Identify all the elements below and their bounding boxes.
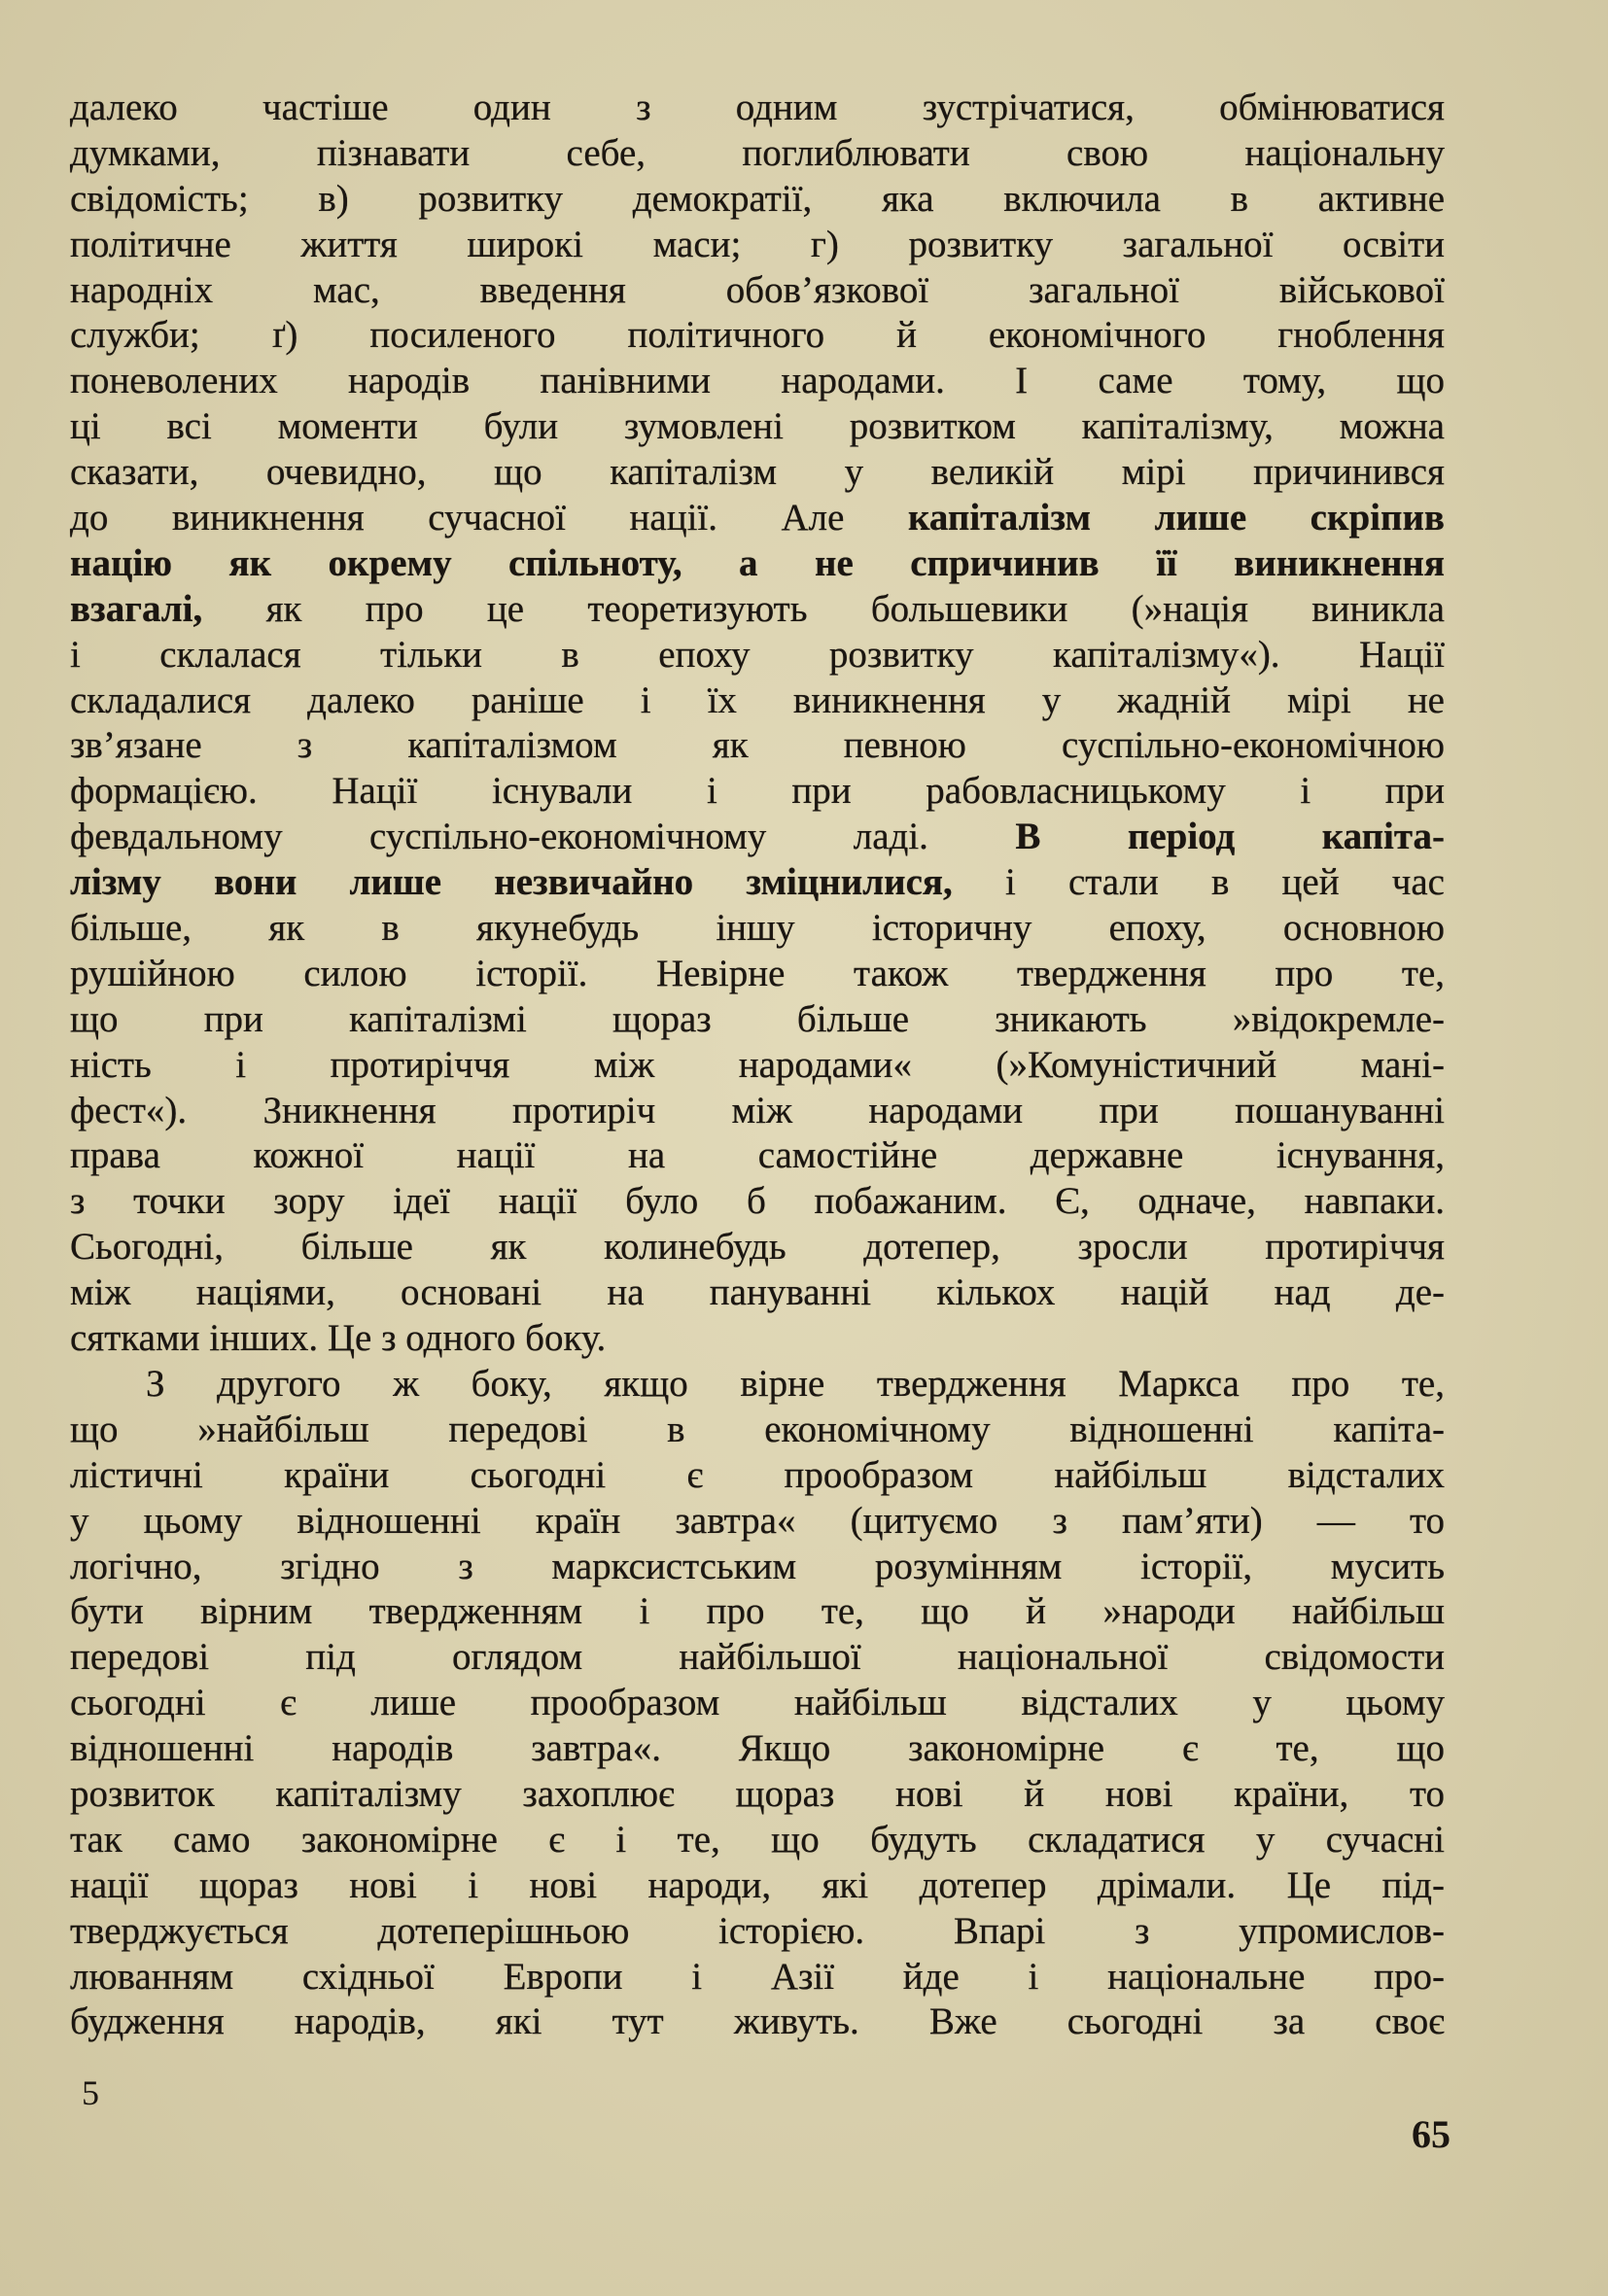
page-number: 65 [1412,2112,1451,2156]
text-segment: так само закономірне є і те, що будуть складатися у сучасні [70,1818,1445,1861]
text-line [70,1681,1445,1726]
text-segment: політичне життя широкі маси; г) розвитку загальної освіти [70,223,1445,265]
text-line [70,541,1445,587]
text-segment: і стали в цей час [952,861,1445,904]
text-line [70,997,1445,1043]
text-segment: логічно, згідно з марксистським розумінням історії, мусить [70,1545,1445,1587]
text-line [70,359,1445,404]
text-segment: розвиток капіталізму захоплює щораз нові й нові країни, то [70,1772,1445,1815]
emphasized-text: лізму вони лише незвичайно зміцнилися, [70,861,953,904]
text-line [70,131,1445,177]
text-line [70,1270,1445,1316]
text-segment: що при капіталізмі щораз більше зникають »відокремле- [70,997,1445,1040]
text-segment: і склалася тільки в епоху розвитку капіталізму«). Нації [70,633,1445,676]
page-body-text [70,86,1445,2045]
text-segment: відношенні народів завтра«. Якщо закономірне є те, що [70,1727,1445,1770]
text-segment: З другого ж боку, якщо вірне твердження Маркса про те, [146,1362,1445,1405]
text-segment: що »найбільш передові в економічному відношенні капіта- [70,1408,1445,1450]
text-line [70,450,1445,496]
text-line [70,815,1445,860]
text-segment: свідомість; в) розвитку демократії, яка включила в активне [70,177,1445,220]
text-segment: далеко частіше один з одним зустрічатися, обмінюватися [70,87,1445,128]
text-line [70,1635,1445,1681]
text-line [70,1909,1445,1955]
text-segment: сьогодні є лише прообразом найбільш відсталих у цьому [70,1682,1445,1724]
text-line [70,1225,1445,1270]
text-line [70,1955,1445,2000]
text-segment: ці всі моменти були зумовлені розвитком капіталізму, можна [70,405,1445,448]
text-line [70,769,1445,815]
text-line [70,1408,1445,1453]
text-line [70,2000,1445,2045]
text-segment: лістичні країни сьогодні є прообразом найбільш відсталих [70,1453,1445,1496]
text-line [70,86,1445,131]
emphasized-text: націю як окрему спільноту, а не спричинив її виникнення [70,541,1445,584]
text-line [70,177,1445,223]
text-segment: як про це теоретизують большевики (»нація виникла [202,587,1445,630]
signature-mark: 5 [82,2073,99,2112]
text-segment: формацією. Нації існували і при рабовласницькому і при [70,770,1445,813]
text-line [70,587,1445,633]
text-line [70,1453,1445,1499]
text-segment: у цьому відношенні країн завтра« (цитуємо з пам’яти) — то [70,1499,1445,1542]
text-segment: рушійною силою історії. Невірне також твердження про те, [70,952,1445,994]
text-segment: люванням східньої Европи і Азії йде і національне про- [70,1955,1445,1998]
text-segment: права кожної нації на самостійне державне існування, [70,1134,1445,1177]
emphasized-text: капіталізм лише скріпив [907,497,1445,539]
text-segment: сказати, очевидно, що капіталізм у великій мірі причинився [70,451,1445,494]
text-line [70,1316,1445,1362]
text-segment: народніх мас, введення обов’язкової загальної військової [70,268,1445,311]
text-line [70,723,1445,769]
text-line [70,1089,1445,1134]
text-line [70,1133,1445,1179]
text-line [70,1589,1445,1635]
text-line [70,860,1445,906]
text-line [70,1863,1445,1909]
text-segment: будження народів, які тут живуть. Вже сьогодні за своє [70,2000,1445,2043]
text-line [70,1545,1445,1590]
text-line [70,678,1445,724]
text-segment: передові під оглядом найбільшої національної свідомости [70,1636,1445,1679]
text-segment: складалися далеко раніше і їх виникнення у жадній мірі не [70,678,1445,721]
text-line [70,268,1445,314]
text-line [70,223,1445,268]
emphasized-text: взагалі, [70,587,203,630]
text-line [70,1818,1445,1863]
text-segment: думками, пізнавати себе, поглиблювати свою національну [70,131,1445,174]
text-line [70,1772,1445,1818]
text-segment: февдальному суспільно-економічному ладі. [70,816,1016,858]
text-segment: між націями, основані на пануванні кількох націй над де- [70,1271,1445,1314]
text-line [70,313,1445,359]
text-segment: з точки зору ідеї нації було б побажаним. Є, одначе, навпаки. [70,1180,1445,1223]
text-line [70,1726,1445,1772]
text-segment: ність і протиріччя між народами« (»Комуністичний мані- [70,1043,1445,1086]
text-segment: фест«). Зникнення протиріч між народами при пошануванні [70,1089,1445,1131]
text-line [70,1362,1445,1408]
text-segment: до виникнення сучасної нації. Але [70,497,908,539]
text-segment: нації щораз нові і нові народи, які дотепер дрімали. Це під- [70,1863,1445,1906]
emphasized-text: В період капіта- [1015,816,1446,858]
text-segment: бути вірним твердженням і про те, що й »народи найбільш [70,1590,1445,1633]
text-segment: сятками інших. Це з одного боку. [70,1317,607,1360]
text-segment: служби; ґ) посиленого політичного й економічного гноблення [70,314,1445,357]
text-line [70,1179,1445,1225]
text-segment: Сьогодні, більше як колинебудь дотепер, зросли протиріччя [70,1226,1445,1269]
text-segment: поневолених народів панівними народами. І саме тому, що [70,360,1445,402]
text-line [70,906,1445,952]
text-segment: зв’язане з капіталізмом як певною суспільно-економічною [70,724,1445,767]
text-line [70,404,1445,450]
text-segment: більше, як в якунебудь іншу історичну епоху, основною [70,907,1445,950]
text-line [70,952,1445,997]
text-line [70,1499,1445,1545]
text-line [70,633,1445,678]
text-line [70,1043,1445,1089]
text-segment: тверджується дотеперішньою історією. Впарі з упромислов- [70,1909,1445,1952]
text-line [70,496,1445,541]
